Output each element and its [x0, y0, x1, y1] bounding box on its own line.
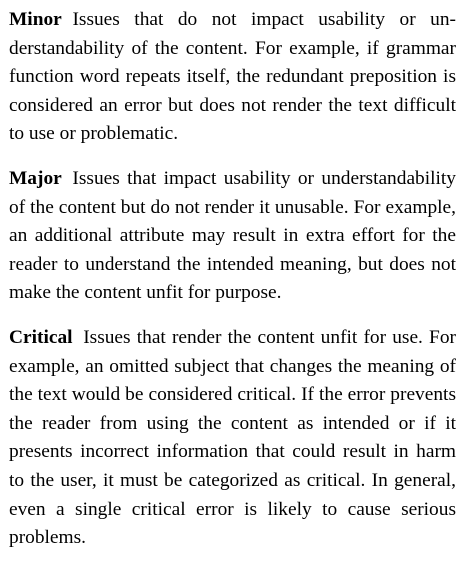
- definition-critical: [9, 324, 456, 553]
- term-critical: Critical: [9, 326, 73, 348]
- term-minor: Minor: [9, 9, 62, 30]
- severity-definitions: [9, 6, 456, 553]
- definition-major: [9, 165, 456, 308]
- definition-minor: [9, 6, 456, 149]
- description-minor: Issues that do not impact usability or understandability of the content. For example, if grammar function word repeats itself, the redundant preposition is considered an error but does not render the text difficult to use or problematic.: [9, 9, 456, 145]
- description-major: Issues that impact usability or understandability of the content but do not render it unusable. For example, an additional attribute may result in extra effort for the reader to understand the intended meaning, but does not make the content unfit for purpose.: [9, 167, 456, 304]
- description-critical: Issues that render the content unfit for use. For example, an omitted subject that changes the meaning of the text would be considered critical. If the error prevents the reader from using the content as intended or if it presents incorrect information that could result in harm to the user, it must be categorized as critical. In general, even a single critical error is likely to cause serious problems.: [9, 326, 456, 549]
- term-major: Major: [9, 167, 62, 189]
